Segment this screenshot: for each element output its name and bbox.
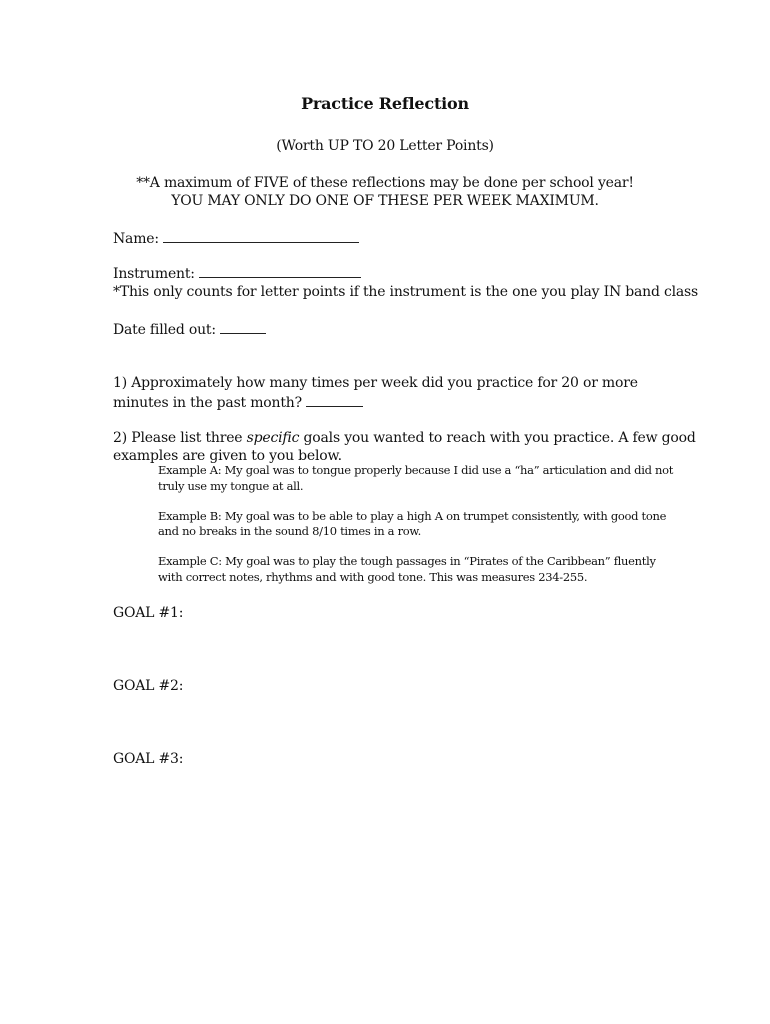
instrument-blank[interactable] bbox=[199, 264, 361, 278]
example-c-line-1: Example C: My goal was to play the tough passages in “Pirates of the Caribbean” fluently bbox=[158, 554, 656, 568]
instrument-note: *This only counts for letter points if the instrument is the one you play IN band class bbox=[113, 284, 699, 300]
question-1-line-1: 1) Approximately how many times per week did you practice for 20 or more bbox=[113, 375, 638, 391]
page-subtitle: (Worth UP TO 20 Letter Points) bbox=[276, 138, 494, 154]
question-2-prefix: 2) Please list three bbox=[113, 430, 247, 446]
example-b-line-1: Example B: My goal was to be able to play a high A on trumpet consistently, with good tone bbox=[158, 509, 667, 523]
name-field bbox=[113, 229, 359, 248]
goal-2-label: GOAL #2: bbox=[113, 678, 184, 694]
practice-frequency-blank[interactable] bbox=[306, 393, 363, 407]
question-2-suffix: goals you wanted to reach with you practice. A few good bbox=[299, 430, 696, 446]
goal-1-label: GOAL #1: bbox=[113, 605, 184, 621]
question-1-text: minutes in the past month? bbox=[113, 395, 302, 411]
name-label: Name: bbox=[113, 231, 159, 247]
notice-line-1: **A maximum of FIVE of these reflections may be done per school year! bbox=[136, 175, 634, 191]
date-field bbox=[113, 320, 266, 339]
example-a-line-2: truly use my tongue at all. bbox=[158, 479, 304, 493]
example-b-line-2: and no breaks in the sound 8/10 times in a row. bbox=[158, 524, 421, 538]
question-2-line-1 bbox=[113, 429, 696, 447]
example-a-line-1: Example A: My goal was to tongue properly because I did use a “ha” articulation and did not bbox=[158, 463, 674, 477]
goal-3-label: GOAL #3: bbox=[113, 751, 184, 767]
name-blank[interactable] bbox=[163, 229, 359, 243]
notice-line-2: YOU MAY ONLY DO ONE OF THESE PER WEEK MAXIMUM. bbox=[171, 193, 599, 209]
date-label: Date filled out: bbox=[113, 322, 216, 338]
instrument-field bbox=[113, 264, 361, 283]
date-blank[interactable] bbox=[220, 320, 266, 334]
question-2-emphasis: specific bbox=[246, 430, 300, 446]
example-c-line-2: with correct notes, rhythms and with good tone. This was measures 234-255. bbox=[158, 570, 588, 584]
question-2-line-2: examples are given to you below. bbox=[113, 448, 342, 464]
question-1-line-2 bbox=[113, 393, 363, 412]
instrument-label: Instrument: bbox=[113, 266, 195, 282]
page-title: Practice Reflection bbox=[301, 94, 469, 113]
